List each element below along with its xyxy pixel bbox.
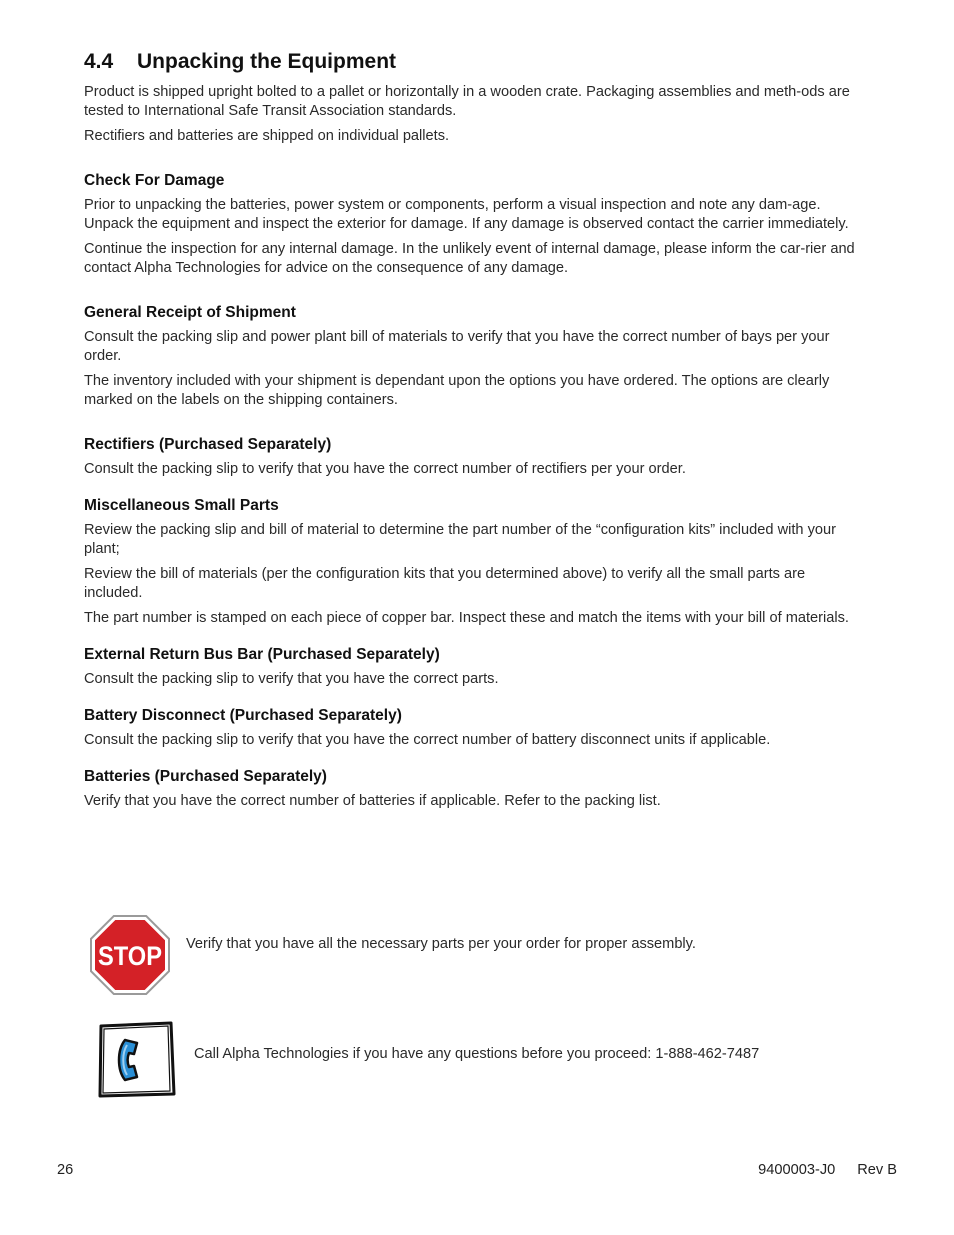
phone-notice-text: Call Alpha Technologies if you have any questions before you proceed: 1-888-462-7487 [194, 1046, 760, 1062]
intro-paragraph: Rectifiers and batteries are shipped on individual pallets. [84, 128, 450, 144]
stop-notice-text: Verify that you have all the necessary parts per your order for proper assembly. [186, 936, 696, 952]
body-paragraph: The inventory included with your shipment is dependant upon the options you have ordered. The options are clearly marked on the labels on the shipping containers. [84, 373, 830, 408]
return-bus-heading: External Return Bus Bar (Purchased Separately) [84, 646, 440, 663]
footer-doc-info [758, 1162, 897, 1178]
body-paragraph: Continue the inspection for any internal damage. In the unlikely event of internal damage, please inform the car-rier and contact Alpha Technologies for advice on the consequence of any damage. [84, 241, 855, 276]
general-receipt-heading: General Receipt of Shipment [84, 304, 296, 321]
body-paragraph: Consult the packing slip and power plant bill of materials to verify that you have the correct number of bays per your order. [84, 329, 830, 364]
revision: Rev B [857, 1162, 897, 1178]
doc-number: 9400003-J0 [758, 1162, 836, 1178]
misc-parts-heading: Miscellaneous Small Parts [84, 497, 279, 514]
body-paragraph: The part number is stamped on each piece of copper bar. Inspect these and match the items with your bill of materials. [84, 610, 849, 626]
body-paragraph: Verify that you have the correct number of batteries if applicable. Refer to the packing list. [84, 793, 661, 809]
battery-disconnect-heading: Battery Disconnect (Purchased Separately) [84, 707, 402, 724]
batteries-heading: Batteries (Purchased Separately) [84, 768, 327, 785]
main-content [84, 83, 864, 817]
body-paragraph: Prior to unpacking the batteries, power system or components, perform a visual inspection and note any dam-age. Unpack the equipment and inspect the exterior for damage. If any damage is observed contact the carrier immediately. [84, 197, 849, 232]
page-number: 26 [57, 1162, 74, 1178]
section-title: Unpacking the Equipment [137, 50, 397, 73]
body-paragraph: Consult the packing slip to verify that you have the correct parts. [84, 671, 499, 687]
body-paragraph: Consult the packing slip to verify that you have the correct number of battery disconnect units if applicable. [84, 732, 771, 748]
phone-notice [97, 1020, 897, 1100]
rectifiers-heading: Rectifiers (Purchased Separately) [84, 436, 332, 453]
body-paragraph: Consult the packing slip to verify that you have the correct number of rectifiers per your order. [84, 461, 686, 477]
phone-icon [97, 1020, 177, 1098]
section-number: 4.4 [84, 50, 114, 73]
stop-sign-icon [90, 915, 170, 995]
body-paragraph: Review the bill of materials (per the configuration kits that you determined above) to verify all the small parts are included. [84, 566, 806, 601]
check-damage-heading: Check For Damage [84, 172, 225, 189]
intro-paragraph: Product is shipped upright bolted to a pallet or horizontally in a wooden crate. Packaging assemblies and meth-ods are tested to International Safe Transit Association standards. [84, 84, 850, 119]
page-title [84, 50, 396, 74]
stop-sign-text: STOP [98, 941, 162, 971]
body-paragraph: Review the packing slip and bill of material to determine the part number of the “configuration kits” included with your plant; [84, 522, 836, 557]
stop-notice [90, 915, 890, 995]
